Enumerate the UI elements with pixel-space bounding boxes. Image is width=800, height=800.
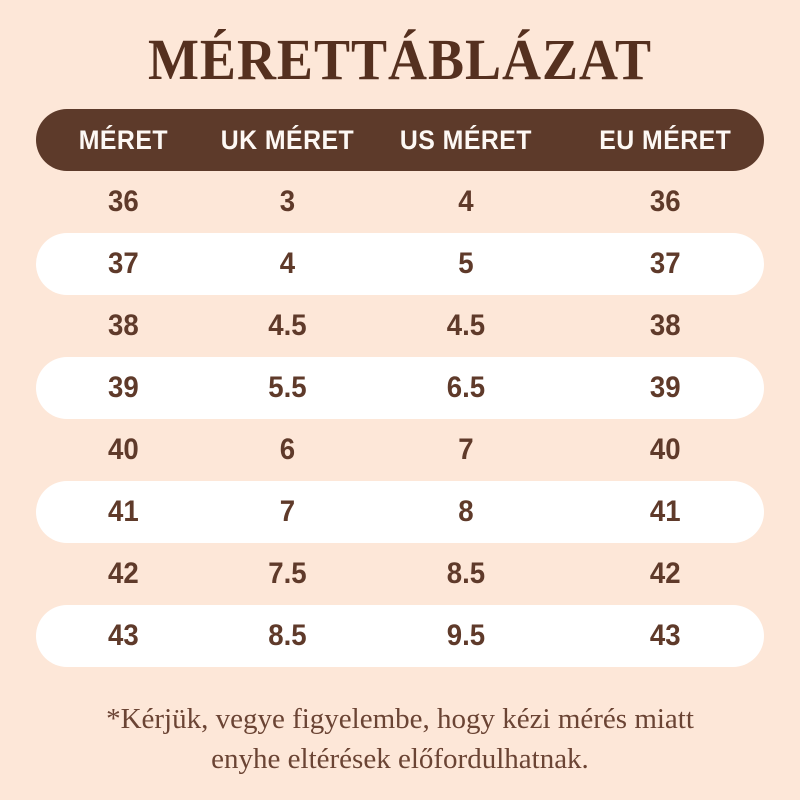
- cell-uk-size: 3: [279, 185, 295, 219]
- column-header-uk-meret: UK MÉRET: [220, 124, 354, 155]
- cell-uk-size: 5.5: [267, 371, 307, 405]
- table-header-row: [36, 109, 764, 171]
- size-table: [36, 109, 764, 667]
- column-header-us-meret: US MÉRET: [399, 124, 532, 155]
- table-row: [36, 419, 764, 481]
- cell-eu-size: 43: [650, 619, 682, 653]
- table-row: [36, 543, 764, 605]
- cell-size: 37: [108, 247, 139, 281]
- cell-size: 40: [108, 433, 139, 467]
- cell-eu-size: 36: [650, 185, 682, 219]
- cell-size: 36: [108, 185, 139, 219]
- table-row: [36, 295, 764, 357]
- cell-us-size: 8: [457, 495, 474, 529]
- cell-uk-size: 4.5: [267, 309, 307, 343]
- table-row: [36, 357, 764, 419]
- cell-us-size: 7: [457, 433, 474, 467]
- table-row: [36, 605, 764, 667]
- page-title: MÉRETTÁBLÁZAT: [147, 27, 653, 92]
- cell-uk-size: 7: [279, 495, 295, 529]
- cell-uk-size: 4: [279, 247, 295, 281]
- cell-eu-size: 41: [650, 495, 682, 529]
- cell-eu-size: 38: [650, 309, 682, 343]
- table-row: [36, 171, 764, 233]
- table-row: [36, 233, 764, 295]
- cell-size: 42: [108, 557, 139, 591]
- cell-us-size: 9.5: [446, 619, 485, 653]
- cell-us-size: 5: [457, 247, 474, 281]
- table-row: [36, 481, 764, 543]
- cell-uk-size: 8.5: [267, 619, 307, 653]
- cell-eu-size: 40: [650, 433, 682, 467]
- cell-size: 39: [108, 371, 139, 405]
- cell-size: 43: [108, 619, 139, 653]
- column-header-eu-meret: EU MÉRET: [599, 124, 732, 155]
- cell-size: 38: [108, 309, 139, 343]
- cell-us-size: 6.5: [446, 371, 485, 405]
- disclaimer-line-1: *Kérjük, vegye figyelembe, hogy kézi mérés miatt: [106, 703, 694, 736]
- cell-eu-size: 37: [650, 247, 682, 281]
- cell-uk-size: 7.5: [267, 557, 307, 591]
- cell-us-size: 8.5: [446, 557, 485, 591]
- cell-us-size: 4: [457, 185, 474, 219]
- cell-size: 41: [108, 495, 139, 529]
- measurement-disclaimer: [0, 699, 800, 779]
- cell-eu-size: 42: [650, 557, 682, 591]
- cell-eu-size: 39: [650, 371, 682, 405]
- column-header-meret: MÉRET: [78, 124, 168, 155]
- disclaimer-line-2: enyhe eltérések előfordulhatnak.: [211, 743, 589, 776]
- cell-uk-size: 6: [279, 433, 295, 467]
- cell-us-size: 4.5: [446, 309, 485, 343]
